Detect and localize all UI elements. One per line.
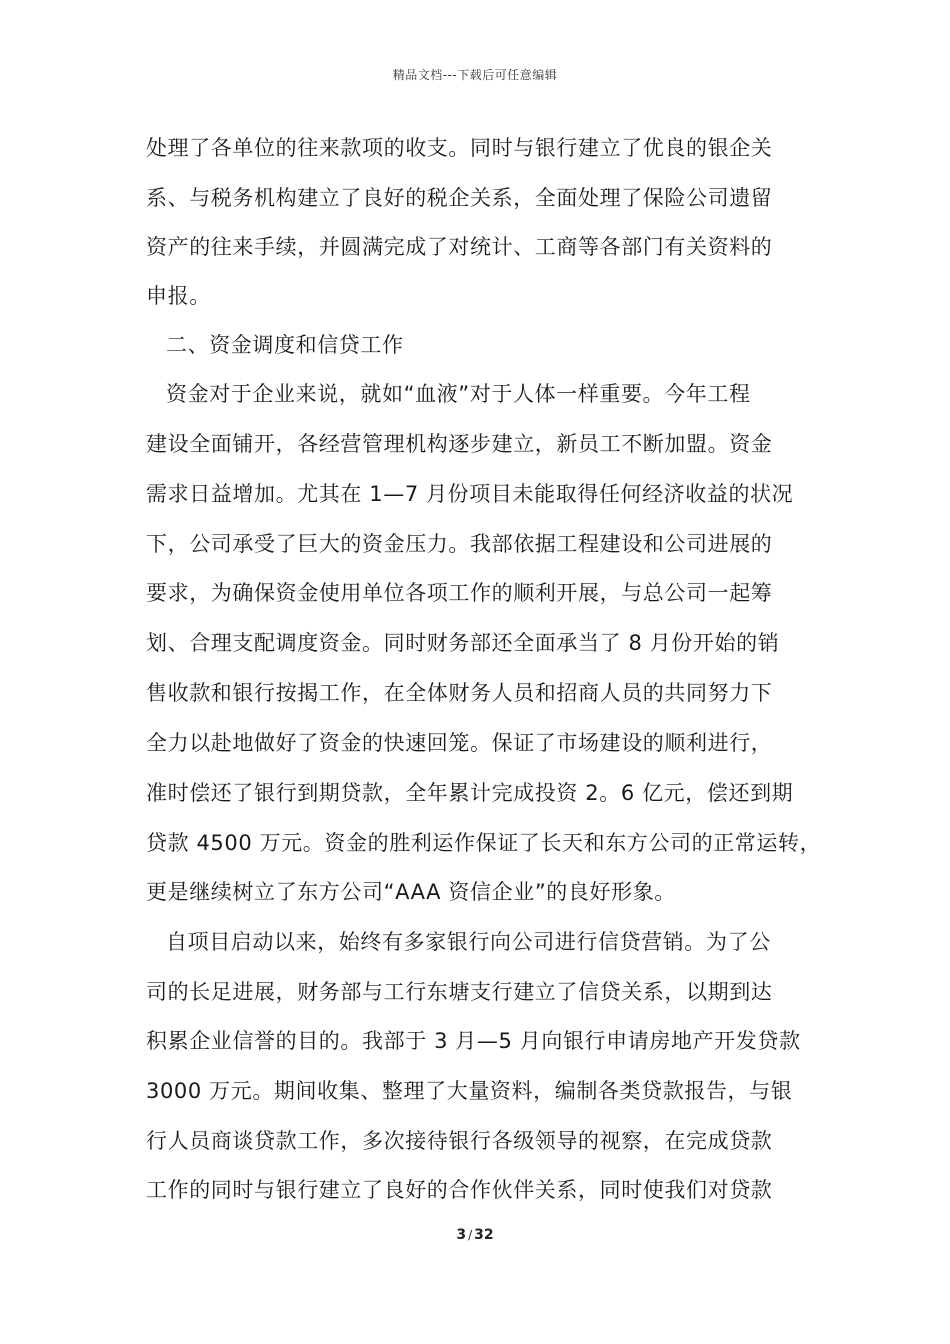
page-header: 精品文档---下载后可任意编辑 [392, 68, 558, 82]
text-line: 申报。 [146, 284, 211, 308]
section-heading: 二、资金调度和信贷工作 [166, 333, 404, 357]
text-line: 更是继续树立了东方公司“AAA 资信企业”的良好形象。 [146, 880, 676, 904]
text-line: 自项目启动以来，始终有多家银行向公司进行信贷营销。为了公 [166, 930, 771, 954]
text-line: 系、与税务机构建立了良好的税企关系，全面处理了保险公司遗留 [146, 186, 773, 210]
page-number [0, 1227, 950, 1243]
current-page: 3 [456, 1227, 467, 1243]
text-line: 司的长足进展，财务部与工行东塘支行建立了信贷关系，以期到达 [146, 980, 773, 1004]
total-pages: 32 [474, 1227, 494, 1243]
text-line: 划、合理支配调度资金。同时财务部还全面承当了 8 月份开始的销 [146, 631, 780, 655]
text-line: 资金对于企业来说，就如“血液”对于人体一样重要。今年工程 [166, 382, 751, 406]
text-line: 要求，为确保资金使用单位各项工作的顺利开展，与总公司一起筹 [146, 581, 773, 605]
text-line: 售收款和银行按揭工作，在全体财务人员和招商人员的共同努力下 [146, 681, 773, 705]
text-line: 贷款 4500 万元。资金的胜利运作保证了长天和东方公司的正常运转， [146, 831, 822, 855]
text-line: 处理了各单位的往来款项的收支。同时与银行建立了优良的银企关 [146, 136, 773, 160]
text-line: 准时偿还了银行到期贷款，全年累计完成投资 2。6 亿元，偿还到期 [146, 781, 794, 805]
text-line: 行人员商谈贷款工作，多次接待银行各级领导的视察，在完成贷款 [146, 1129, 773, 1153]
text-line: 积累企业信誉的目的。我部于 3 月—5 月向银行申请房地产开发贷款 [146, 1029, 801, 1053]
page-separator: / [468, 1228, 473, 1242]
text-line: 建设全面铺开，各经营管理机构逐步建立，新员工不断加盟。资金 [146, 432, 773, 456]
text-line: 下，公司承受了巨大的资金压力。我部依据工程建设和公司进展的 [146, 532, 773, 556]
text-line: 需求日益增加。尤其在 1—7 月份项目未能取得任何经济收益的状况 [146, 482, 794, 506]
text-line: 工作的同时与银行建立了良好的合作伙伴关系，同时使我们对贷款 [146, 1178, 773, 1202]
text-line: 3000 万元。期间收集、整理了大量资料，编制各类贷款报告，与银 [146, 1079, 793, 1103]
text-line: 资产的往来手续，并圆满完成了对统计、工商等各部门有关资料的 [146, 235, 773, 259]
text-line: 全力以赴地做好了资金的快速回笼。保证了市场建设的顺利进行， [146, 731, 773, 755]
